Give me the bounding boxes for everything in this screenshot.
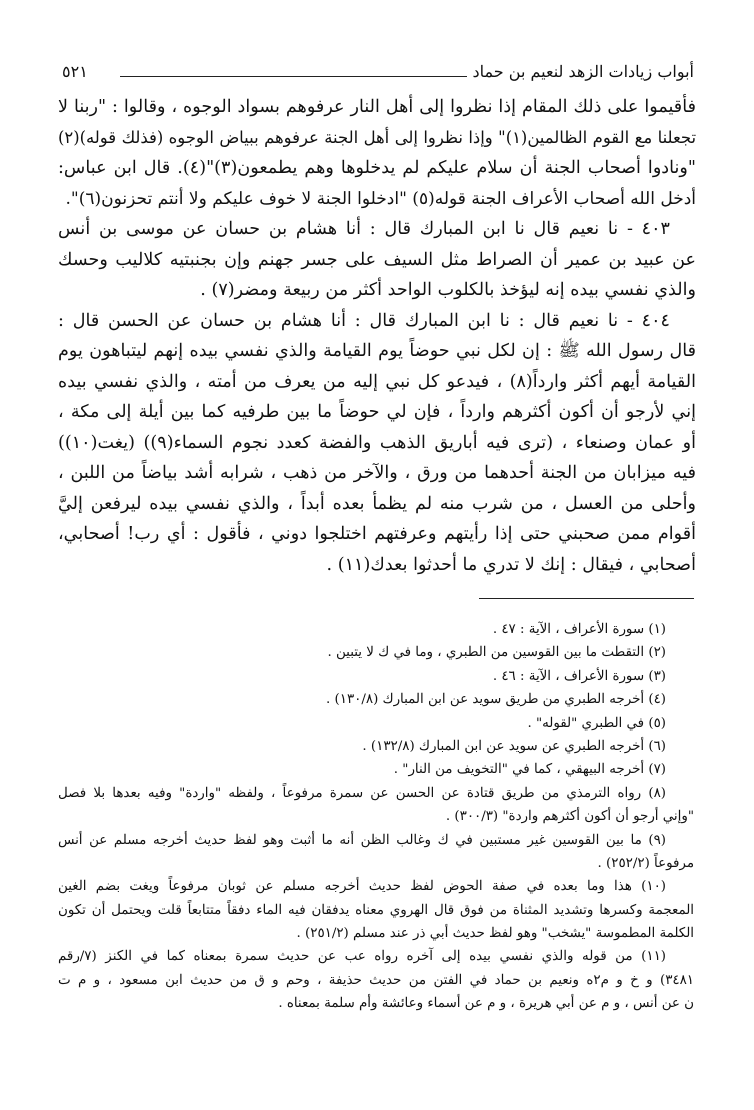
text-line: تجعلنا مع القوم الظالمين(١)" وإذا نظروا إلى أهل الجنة عرفوهم ببياض الوجوه (فذلك قوله)(٢)	[58, 127, 696, 147]
hadith-404-heading: ٤٠٤ - نا نعيم قال : نا ابن المبارك قال : أنا هشام بن حسان عن الحسن قال :	[58, 310, 670, 331]
text-line: أدخل الله أصحاب الأعراف الجنة قوله(٥) "ادخلوا الجنة لا خوف عليكم ولا أنتم تحزنون(٦)".	[65, 188, 696, 209]
footnote-3: (٣) سورة الأعراف ، الآية : ٤٦ .	[492, 668, 666, 684]
text-line: فيه ميزابان من الجنة أحدهما من ورق ، والآخر من ذهب ، شرابه أشد بياضاً من اللبن ،	[58, 463, 696, 483]
footnote-10-end: الكلمة المطموسة "يشخب" وهو لفظ حديث أبي ذر عند مسلم (٢٥١/٢) .	[296, 926, 694, 942]
text-line: إني لأرجو أن أكون أكثرهم وارداً ، فإن لي حوضاً ما بين طرفيه كما بين أيلة إلى مكة ،	[58, 402, 696, 422]
text-line: أقوام ممن صحبني حتى إذا رأيتهم وعرفتهم اختلجوا دوني ، فأقول : أي رب! أصحابي،	[58, 524, 696, 544]
page-number: ٥٢١	[62, 62, 88, 81]
footnote-11-end: ن عن أنس ، و م عن أبي هريرة ، و م عن أسماء وعائشة وأم سلمة بمعناه .	[278, 996, 694, 1012]
text-line: القيامة أيهم أكثر وارداً(٨) ، فيدعو كل نبي إليه من يعرف من أمته ، والذي نفسي بيده	[58, 371, 696, 392]
footnote-8: (٨) رواه الترمذي من طريق قتادة عن الحسن عن سمرة مرفوعاً ، ولفظه "واردة" وفيه بعدها بلا فصل	[58, 785, 666, 801]
footnote-1: (١) سورة الأعراف ، الآية : ٤٧ .	[492, 622, 666, 637]
text-line: قال رسول الله ﷺ : إن لكل نبي حوضاً يوم القيامة والذي نفسي بيده إنهم ليتباهون يوم	[58, 341, 696, 361]
text-line: وأحلى من العسل ، من شرب منه لم يظمأ بعده أبداً ، والذي نفسي بيده ليرفعن إليَّ	[58, 493, 696, 514]
main-text	[58, 92, 696, 580]
footnote-11-continued: ٣٤٨١) و خ و م٢ه ونعيم بن حماد في الفتن من حديث حذيفة ، وحم و ق من حديث ابن مسعود ، و م ت	[58, 972, 694, 988]
footnote-10: (١٠) هذا وما بعده في صفة الحوض لفظ حديث أخرجه مسلم عن ثوبان مرفوعاً ويغت بضم الغين	[58, 879, 666, 895]
text-line: والذي نفسي بيده إنه ليؤخذ بالكلوب الواحد أكثر من ربيعة ومضر(٧) .	[200, 280, 696, 300]
footnote-4: (٤) أخرجه الطبري من طريق سويد عن ابن المبارك (١٣٠/٨) .	[326, 692, 666, 708]
footnote-2: (٢) التقطت ما بين القوسين من الطبري ، وما في ك لا يتبين .	[327, 645, 666, 661]
page-header	[62, 62, 694, 90]
footnote-5: (٥) في الطبري "لقوله" .	[527, 715, 666, 731]
footnote-9-continued: مرفوعاً (٢٥٢/٢) .	[597, 855, 694, 871]
text-line: "ونادوا أصحاب الجنة أن سلام عليكم لم يدخلوها وهم يطمعون(٣)"(٤). قال ابن عباس:	[58, 158, 696, 178]
footnote-9: (٩) ما بين القوسين غير مستبين في ك وغالب الظن أنه ما أثبت وهو لفظ حديث أخرجه مسلم عن أنس	[58, 832, 666, 848]
running-title: أبواب زيادات الزهد لنعيم بن حماد	[467, 62, 694, 81]
footnote-6: (٦) أخرجه الطبري عن سويد عن ابن المبارك (١٣٢/٨) .	[362, 738, 666, 754]
text-line: أصحابي ، فيقال : إنك لا تدري ما أحدثوا بعدك(١١) .	[326, 554, 696, 575]
text-line: عن عبيد بن عمير أن الصراط مثل السيف على جسر جهنم وإن بجنبتيه كلاليب وحسك	[58, 249, 696, 270]
footnote-10-continued: المعجمة وكسرها وتشديد المثناة من فوق قال الهروي معناه يدفقان فيه الماء دفقاً متتابعاً قلت ويحتمل أن تكون	[58, 902, 694, 918]
footnote-separator	[479, 598, 694, 599]
footnotes	[58, 618, 694, 1016]
header-rule	[120, 76, 494, 77]
footnote-8-continued: "وإني أرجو أن أكون أكثرهم واردة" (٣٠٠/٣) .	[445, 809, 694, 825]
footnote-11: (١١) من قوله والذي نفسي بيده إلى آخره رواه عب عن حديث سمرة بمعناه كما في الكنز (٧/رقم	[58, 949, 666, 965]
hadith-403-heading: ٤٠٣ - نا نعيم قال نا ابن المبارك قال : أنا هشام بن حسان عن موسى بن أنس	[58, 219, 670, 239]
text-line: فأقيموا على ذلك المقام إذا نظروا إلى أهل النار عرفوهم بسواد الوجوه ، وقالوا : "ربنا لا	[58, 97, 696, 117]
footnote-7: (٧) أخرجه البيهقي ، كما في "التخويف من النار" .	[393, 762, 666, 778]
text-line: أو عمان وصنعاء ، (ترى فيه أباريق الذهب والفضة كعدد نجوم السماء(٩)) (يغت(١٠))	[58, 432, 696, 453]
